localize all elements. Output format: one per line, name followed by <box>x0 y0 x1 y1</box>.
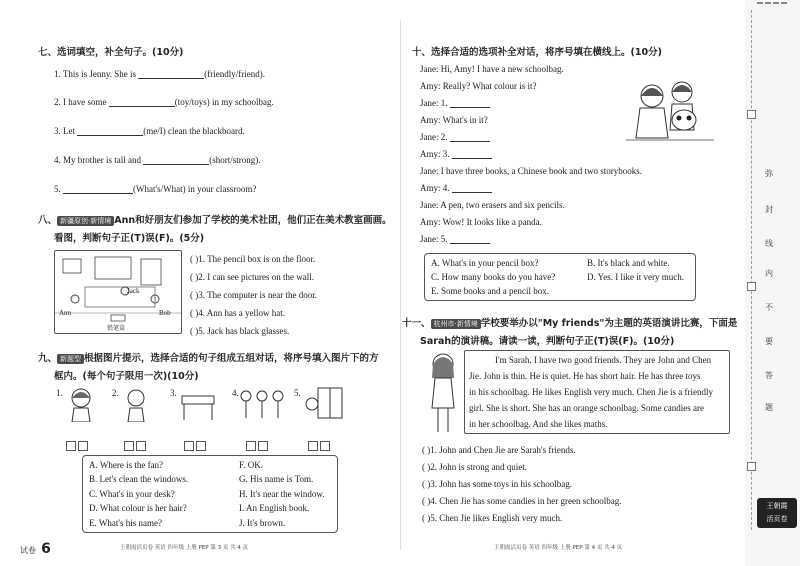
seal-char-8: 题 <box>765 403 773 412</box>
seal-char-2: 封 <box>765 205 773 214</box>
option-g: G. His name is Tom. <box>239 474 314 484</box>
option-j: J. It's brown. <box>239 518 286 528</box>
sec11-item-3: ( )3. John has some toys in his schoolbag. <box>422 479 572 489</box>
answer-blank[interactable] <box>143 164 209 165</box>
seal-line <box>751 10 752 530</box>
seal-char-3: 线 <box>765 239 773 248</box>
answer-boxes-3[interactable] <box>184 436 208 455</box>
speech-line-4: girl. She is short. She has an orange schoolbag. Some candies are <box>469 403 704 413</box>
dialog-line-10: Amy: Wow! It looks like a panda. <box>420 217 542 227</box>
answer-blank[interactable] <box>450 141 490 142</box>
speech-line-2: Jie. John is thin. He is quiet. He has short hair. He has three toys <box>469 371 701 381</box>
option-e: E. What's his name? <box>89 518 162 528</box>
section-11-subtitle: Sarah的演讲稿。请读一读，判断句子正(T)误(F)。(10分) <box>420 336 675 347</box>
right-page <box>400 0 745 566</box>
right-footer: 王朝霞活页卷 英语 四年级 上册 PEP 第 4 页 共 4 页 <box>494 545 623 551</box>
sec10-options-box <box>424 253 696 301</box>
answer-blank[interactable] <box>77 135 143 136</box>
label-ann: Ann <box>59 309 72 317</box>
answer-blank[interactable] <box>450 243 490 244</box>
option-c: C. How many books do you have? <box>431 272 556 282</box>
section-9-subtitle: 框内。(每个句子限用一次)(10分) <box>54 371 199 382</box>
girls-panda-picture <box>622 78 718 152</box>
answer-boxes-2[interactable] <box>124 436 148 455</box>
seal-char-7: 答 <box>765 371 773 380</box>
sec11-item-2: ( )2. John is strong and quiet. <box>422 462 527 472</box>
seal-char-1: 弥 <box>765 169 773 178</box>
option-d: D. Yes. I like it very much. <box>587 272 684 282</box>
option-b: B. Let's clean the windows. <box>89 474 189 484</box>
boy-picture <box>122 386 150 422</box>
dialog-line-9: Jane: A pen, two erasers and six pencils. <box>420 200 565 210</box>
section-11-title: 十一、 杭州市·新情境 学校要举办以"My friends"为主题的英语演讲比赛，下面是 <box>402 318 738 329</box>
sec7-item-1: 1. This is Jenny. She is (friendly/friend). <box>54 69 265 79</box>
option-b: B. It's black and white. <box>587 258 670 268</box>
answer-boxes-1[interactable] <box>66 436 90 455</box>
pic-num-5: 5. <box>294 388 301 398</box>
sec9-options-box <box>82 455 338 533</box>
sec11-item-5: ( )5. Chen Jie likes English very much. <box>422 513 563 523</box>
sec11-item-1: ( )1. John and Chen Jie are Sarah's friends. <box>422 445 576 455</box>
option-a: A. What's in your pencil box? <box>431 258 539 268</box>
dialog-line-8: Amy: 4. <box>420 183 492 193</box>
sec7-item-5: 5. (What's/What) in your classroom? <box>54 184 257 194</box>
speech-line-5: in her schoolbag. And she likes maths. <box>469 419 608 429</box>
option-h: H. It's near the window. <box>239 489 325 499</box>
dialog-line-3: Jane: 1. <box>420 98 490 108</box>
window-fan-picture <box>304 386 344 422</box>
dialog-line-7: Jane: I have three books, a Chinese book and two storybooks. <box>420 166 642 176</box>
answer-boxes-5[interactable] <box>308 436 332 455</box>
binding-hole <box>747 110 756 119</box>
speech-line-3: in his schoolbag. He likes English very much. Chen Jie is a friendly <box>469 387 713 397</box>
classroom-drawing <box>55 251 181 333</box>
dialog-line-11: Jane: 5. <box>420 234 490 244</box>
option-f: F. OK. <box>239 460 264 470</box>
brand-logo: 王朝霞 活页卷 <box>757 498 797 528</box>
answer-boxes-4[interactable] <box>246 436 270 455</box>
sec8-item-4: ( )4. Ann has a yellow hat. <box>190 308 285 318</box>
desk-picture <box>180 388 216 422</box>
sec8-item-2: ( )2. I can see pictures on the wall. <box>190 272 314 282</box>
seal-char-4: 内 <box>765 269 773 278</box>
girl-picture <box>66 386 96 422</box>
option-e: E. Some books and a pencil box. <box>431 286 549 296</box>
pic-num-3: 3. <box>170 388 177 398</box>
classroom-picture <box>54 250 182 334</box>
dialog-line-2: Amy: Really? What colour is it? <box>420 81 537 91</box>
option-d: D. What colour is her hair? <box>89 503 187 513</box>
answer-blank[interactable] <box>450 107 490 108</box>
friends-picture <box>236 386 286 422</box>
label-pencil-box: 铅笔盒 <box>107 325 126 332</box>
paper-number: 试卷 6 <box>20 541 51 557</box>
answer-blank[interactable] <box>452 192 492 193</box>
sec7-item-3: 3. Let (me/I) clean the blackboard. <box>54 126 245 136</box>
answer-blank[interactable] <box>138 78 204 79</box>
answer-blank[interactable] <box>63 193 133 194</box>
top-mark <box>757 2 787 8</box>
left-footer: 王朝霞活页卷 英语 四年级 上册 PEP 第 3 页 共 4 页 <box>120 545 249 551</box>
sec8-item-1: ( )1. The pencil box is on the floor. <box>190 254 316 264</box>
region-tag: 新疆原创·新情境 <box>57 216 114 226</box>
binding-hole <box>747 462 756 471</box>
dialog-line-5: Jane: 2. <box>420 132 490 142</box>
label-jack: Jack <box>127 287 140 295</box>
section-8-subtitle: 看图，判断句子正(T)误(F)。(5分) <box>54 233 205 244</box>
answer-blank[interactable] <box>452 158 492 159</box>
binding-hole <box>747 282 756 291</box>
pic-num-2: 2. <box>112 388 119 398</box>
region-tag: 杭州市·新情境 <box>431 319 481 329</box>
label-bob: Bob <box>159 309 171 317</box>
sec8-item-5: ( )5. Jack has black glasses. <box>190 326 290 336</box>
section-10-title: 十、选择合适的选项补全对话，将序号填在横线上。(10分) <box>412 47 662 58</box>
sec8-item-3: ( )3. The computer is near the door. <box>190 290 318 300</box>
pic-num-1: 1. <box>56 388 63 398</box>
dialog-line-1: Jane: Hi, Amy! I have a new schoolbag. <box>420 64 564 74</box>
seal-char-5: 不 <box>765 303 773 312</box>
section-8-title: 八、 新疆原创·新情境 Ann和好朋友们参加了学校的美术社团，他们正在美术教室画画。 <box>38 215 392 226</box>
answer-blank[interactable] <box>109 106 175 107</box>
option-a: A. Where is the fan? <box>89 460 164 470</box>
dialog-line-4: Amy: What's in it? <box>420 115 488 125</box>
seal-margin <box>745 0 800 566</box>
speech-box <box>464 350 730 434</box>
section-9-title: 九、 新题型 根据图片提示，选择合适的句子组成五组对话，将序号填入图片下的方 <box>38 353 379 364</box>
speech-line-1: I'm Sarah. I have two good friends. They are John and Chen <box>495 355 712 365</box>
type-tag: 新题型 <box>57 354 84 364</box>
option-i: I. An English book. <box>239 503 310 513</box>
sec7-item-4: 4. My brother is tall and (short/strong). <box>54 155 261 165</box>
sarah-picture <box>426 350 460 436</box>
dialog-line-6: Amy: 3. <box>420 149 492 159</box>
pic-num-4: 4. <box>232 388 239 398</box>
sec7-item-2: 2. I have some (toy/toys) in my schoolbag. <box>54 97 274 107</box>
seal-char-6: 要 <box>765 337 773 346</box>
section-7-title: 七、选词填空，补全句子。(10分) <box>38 47 184 58</box>
sec11-item-4: ( )4. Chen Jie has some candies in her green schoolbag. <box>422 496 622 506</box>
option-c: C. What's in your desk? <box>89 489 175 499</box>
